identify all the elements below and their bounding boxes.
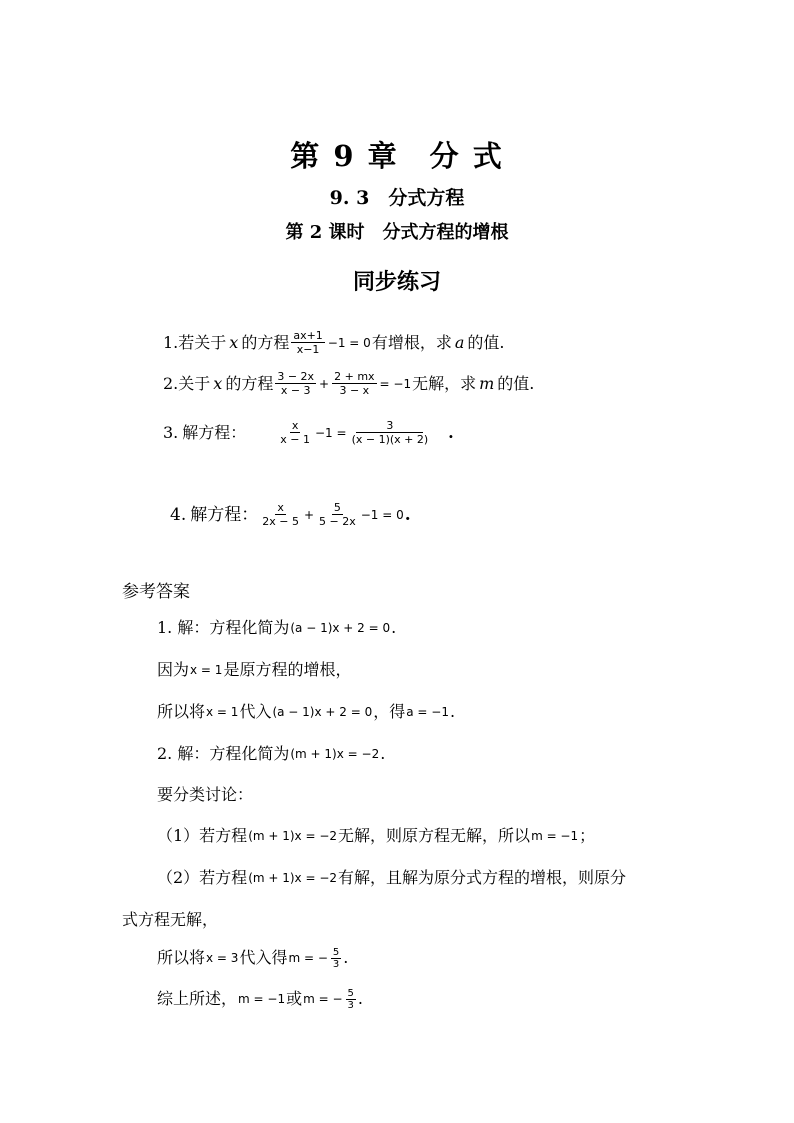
answer-text: 有解，且解为原分式方程的增根，则原分 — [338, 868, 627, 887]
question-number: 2. — [163, 373, 179, 393]
question-text: 的值. — [467, 332, 505, 352]
answer-text: 代入 — [239, 702, 272, 721]
variable: m — [479, 373, 495, 393]
plus-sign: + — [303, 507, 315, 522]
fraction — [278, 419, 312, 446]
question-number: 3. — [163, 422, 179, 442]
math-expression: (m + 1)x = −2 — [248, 871, 338, 885]
math-expression: −1 = — [315, 425, 347, 440]
fraction-denominator: 2x − 5 — [262, 515, 299, 528]
math-expression: m = − — [303, 992, 343, 1006]
fraction-numerator: 3 − 2x — [277, 370, 315, 383]
question-2 — [163, 370, 534, 397]
answer-1-line-2 — [157, 658, 351, 682]
answer-text: （1）若方程 — [157, 826, 248, 845]
answer-text: 代入得 — [239, 948, 288, 967]
fraction — [332, 370, 376, 397]
fraction — [350, 419, 431, 446]
answer-1-line-1 — [157, 616, 396, 640]
math-expression: m = −1 — [238, 992, 286, 1006]
period: . — [448, 422, 454, 442]
answer-2-line-4 — [157, 866, 626, 890]
answer-text: 综上所述， — [157, 989, 238, 1008]
fraction-numerator: 5 — [347, 987, 354, 999]
answer-text: 2. 解：方程化简为 — [157, 744, 290, 763]
section-title: 9. 3 分式方程 — [329, 187, 465, 209]
math-expression: m = −1 — [531, 829, 579, 843]
fraction-numerator: 5 — [332, 946, 340, 958]
question-text: 若关于 — [178, 332, 227, 352]
math-expression: m = − — [288, 951, 328, 965]
question-4 — [170, 501, 411, 528]
fraction-denominator: x−1 — [296, 343, 320, 356]
answer-text: 是原方程的增根， — [223, 660, 352, 679]
variable: a — [454, 332, 465, 352]
answer-1-line-3 — [157, 700, 455, 724]
answer-text: . — [449, 702, 456, 721]
fraction — [291, 329, 324, 356]
fraction-numerator: x — [291, 419, 299, 432]
answer-text: . — [357, 989, 363, 1008]
question-number: 4. — [170, 504, 187, 525]
answer-text: ； — [579, 826, 596, 845]
answer-text: （2）若方程 — [157, 868, 248, 887]
answer-text: 或 — [286, 989, 303, 1008]
question-text: 无解，求 — [412, 373, 477, 393]
question-text: 的值. — [497, 373, 535, 393]
fraction — [317, 501, 358, 528]
math-expression: x = 3 — [206, 951, 239, 965]
variable: x — [213, 373, 223, 393]
fraction-denominator: 3 − x — [339, 384, 370, 397]
answer-text: . — [343, 948, 349, 967]
answer-text: 要分类讨论： — [157, 785, 254, 804]
question-text: 有增根，求 — [371, 332, 452, 352]
question-3 — [163, 419, 454, 446]
math-expression: (m + 1)x = −2 — [248, 829, 338, 843]
answer-2-line-3 — [157, 824, 595, 848]
answer-2-line-1 — [157, 742, 385, 766]
fraction-numerator: ax+1 — [293, 329, 323, 342]
fraction-denominator: (x − 1)(x + 2) — [351, 433, 429, 446]
fraction — [331, 947, 341, 970]
chapter-title: 第 9 章 分 式 — [290, 139, 504, 173]
fraction — [346, 988, 356, 1011]
question-text: 的方程 — [241, 332, 290, 352]
math-expression: (a − 1)x + 2 = 0 — [290, 621, 391, 635]
fraction — [275, 370, 316, 397]
math-expression: (m + 1)x = −2 — [290, 747, 380, 761]
question-text: 关于 — [178, 373, 211, 393]
answer-text: 式方程无解， — [122, 910, 219, 929]
answer-text: . — [391, 618, 397, 637]
math-expression: = −1 — [379, 376, 412, 391]
fraction-numerator: 3 — [356, 419, 423, 433]
question-text: 的方程 — [225, 373, 274, 393]
answer-text: 所以将 — [157, 702, 206, 721]
question-text: 解方程： — [182, 422, 247, 442]
question-number: 1. — [163, 332, 179, 352]
practice-heading: 同步练习 — [352, 269, 441, 295]
fraction — [260, 501, 301, 528]
answer-text: 无解，则原方程无解，所以 — [338, 826, 531, 845]
question-1 — [163, 329, 504, 356]
answer-text: ，得 — [373, 702, 406, 721]
answers-heading: 参考答案 — [122, 582, 190, 602]
math-expression: (a − 1)x + 2 = 0 — [272, 705, 373, 719]
answer-2-line-2 — [157, 783, 253, 807]
math-expression: a = −1 — [406, 705, 449, 719]
plus-sign: + — [319, 376, 330, 391]
question-text: 解方程： — [190, 504, 259, 525]
fraction-denominator: x − 3 — [280, 384, 311, 397]
fraction-denominator: 5 − 2x — [319, 515, 356, 528]
fraction-numerator: 5 — [333, 501, 341, 514]
answer-text: 因为 — [157, 660, 190, 679]
fraction-denominator: 3 — [332, 958, 340, 970]
answer-text: . — [380, 744, 386, 763]
math-expression: −1 = 0 — [360, 507, 404, 522]
period: . — [404, 504, 411, 525]
answer-text: 所以将 — [157, 948, 206, 967]
answer-2-line-6 — [157, 946, 348, 970]
variable: x — [229, 332, 239, 352]
answer-text: 1. 解：方程化简为 — [157, 618, 290, 637]
fraction-denominator: 3 — [347, 999, 354, 1011]
lesson-title: 第 2 课时 分式方程的增根 — [285, 222, 509, 243]
fraction-numerator: x — [277, 501, 284, 514]
answer-2-line-7 — [157, 987, 363, 1011]
math-expression: x = 1 — [206, 705, 239, 719]
fraction-denominator: x − 1 — [280, 433, 310, 446]
math-expression: −1 = 0 — [327, 335, 371, 350]
answer-2-line-5 — [122, 908, 218, 932]
fraction-numerator: 2 + mx — [334, 370, 375, 383]
math-expression: x = 1 — [190, 663, 223, 677]
